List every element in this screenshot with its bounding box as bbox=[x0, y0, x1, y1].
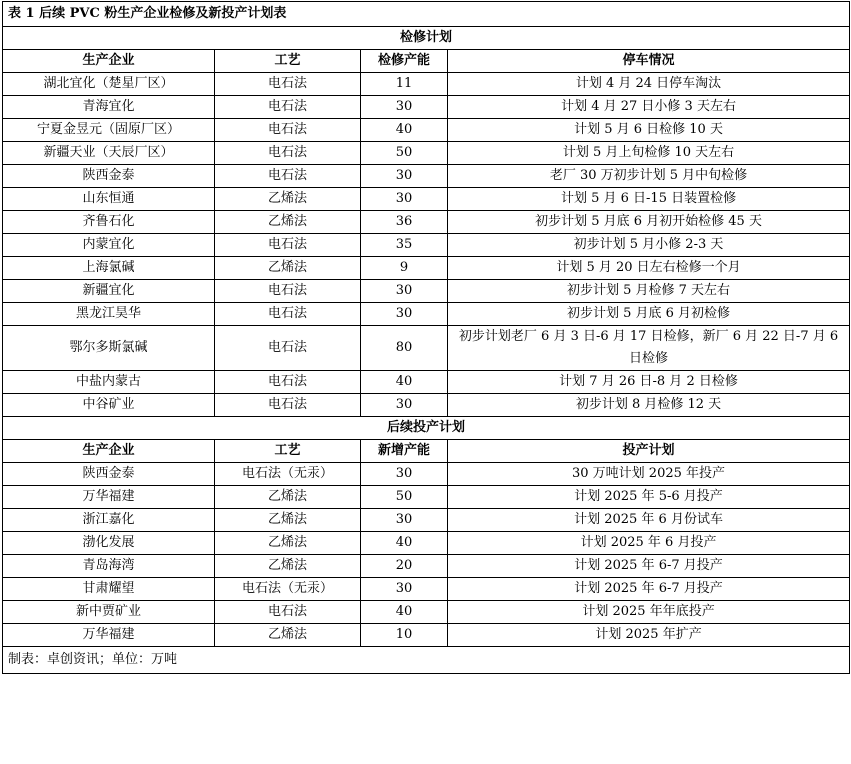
plan-cell: 初步计划 5 月底 6 月初开始检修 45 天 bbox=[448, 211, 850, 234]
company-cell: 上海氯碱 bbox=[3, 257, 215, 280]
company-cell: 浙江嘉化 bbox=[3, 509, 215, 532]
plan-cell: 初步计划 8 月检修 12 天 bbox=[448, 394, 850, 417]
column-header: 停车情况 bbox=[448, 50, 850, 73]
company-cell: 新疆宜化 bbox=[3, 280, 215, 303]
capacity-cell: 30 bbox=[361, 303, 448, 326]
company-cell: 新中贾矿业 bbox=[3, 601, 215, 624]
footer-row bbox=[3, 647, 850, 674]
new-capacity-row bbox=[3, 555, 850, 578]
new-capacity-row bbox=[3, 509, 850, 532]
capacity-cell: 40 bbox=[361, 532, 448, 555]
process-cell: 电石法 bbox=[215, 96, 361, 119]
process-cell: 电石法 bbox=[215, 303, 361, 326]
column-header: 投产计划 bbox=[448, 440, 850, 463]
plan-cell: 初步计划 5 月检修 7 天左右 bbox=[448, 280, 850, 303]
capacity-cell: 80 bbox=[361, 326, 448, 371]
capacity-cell: 10 bbox=[361, 624, 448, 647]
table-title: 表 1 后续 PVC 粉生产企业检修及新投产计划表 bbox=[3, 2, 850, 27]
column-header: 新增产能 bbox=[361, 440, 448, 463]
capacity-cell: 36 bbox=[361, 211, 448, 234]
new-capacity-row bbox=[3, 532, 850, 555]
pvc-plan-table bbox=[2, 1, 850, 674]
plan-cell: 计划 2025 年 6 月份试车 bbox=[448, 509, 850, 532]
column-header: 生产企业 bbox=[3, 440, 215, 463]
process-cell: 电石法 bbox=[215, 73, 361, 96]
maintenance-row bbox=[3, 326, 850, 371]
company-cell: 新疆天业（天辰厂区） bbox=[3, 142, 215, 165]
capacity-cell: 30 bbox=[361, 578, 448, 601]
maintenance-row bbox=[3, 257, 850, 280]
capacity-cell: 30 bbox=[361, 509, 448, 532]
process-cell: 乙烯法 bbox=[215, 211, 361, 234]
process-cell: 电石法 bbox=[215, 326, 361, 371]
process-cell: 电石法 bbox=[215, 142, 361, 165]
maintenance-row bbox=[3, 371, 850, 394]
plan-cell: 计划 2025 年 6-7 月投产 bbox=[448, 555, 850, 578]
company-cell: 陕西金泰 bbox=[3, 463, 215, 486]
column-header: 工艺 bbox=[215, 50, 361, 73]
new-capacity-row bbox=[3, 486, 850, 509]
capacity-cell: 35 bbox=[361, 234, 448, 257]
process-cell: 电石法（无汞） bbox=[215, 578, 361, 601]
plan-cell: 计划 2025 年 6 月投产 bbox=[448, 532, 850, 555]
company-cell: 中谷矿业 bbox=[3, 394, 215, 417]
capacity-cell: 20 bbox=[361, 555, 448, 578]
company-cell: 陕西金泰 bbox=[3, 165, 215, 188]
process-cell: 乙烯法 bbox=[215, 532, 361, 555]
company-cell: 青岛海湾 bbox=[3, 555, 215, 578]
company-cell: 内蒙宜化 bbox=[3, 234, 215, 257]
maintenance-section-row bbox=[3, 27, 850, 50]
capacity-cell: 40 bbox=[361, 371, 448, 394]
process-cell: 电石法 bbox=[215, 394, 361, 417]
new-capacity-row bbox=[3, 624, 850, 647]
maintenance-row bbox=[3, 96, 850, 119]
capacity-cell: 30 bbox=[361, 96, 448, 119]
new-capacity-row bbox=[3, 463, 850, 486]
company-cell: 青海宜化 bbox=[3, 96, 215, 119]
capacity-cell: 30 bbox=[361, 188, 448, 211]
plan-cell: 计划 5 月 20 日左右检修一个月 bbox=[448, 257, 850, 280]
plan-cell: 计划 2025 年扩产 bbox=[448, 624, 850, 647]
company-cell: 渤化发展 bbox=[3, 532, 215, 555]
process-cell: 乙烯法 bbox=[215, 257, 361, 280]
process-cell: 电石法 bbox=[215, 371, 361, 394]
maintenance-row bbox=[3, 165, 850, 188]
plan-cell: 计划 4 月 24 日停车淘汰 bbox=[448, 73, 850, 96]
table-footnote: 制表：卓创资讯；单位：万吨 bbox=[3, 647, 850, 674]
maintenance-row bbox=[3, 73, 850, 96]
process-cell: 乙烯法 bbox=[215, 509, 361, 532]
maintenance-section-title: 检修计划 bbox=[3, 27, 850, 50]
capacity-cell: 9 bbox=[361, 257, 448, 280]
plan-cell: 初步计划 5 月小修 2-3 天 bbox=[448, 234, 850, 257]
capacity-cell: 50 bbox=[361, 142, 448, 165]
new-capacity-section-title: 后续投产计划 bbox=[3, 417, 850, 440]
capacity-cell: 30 bbox=[361, 280, 448, 303]
capacity-cell: 40 bbox=[361, 601, 448, 624]
process-cell: 电石法 bbox=[215, 234, 361, 257]
company-cell: 万华福建 bbox=[3, 486, 215, 509]
plan-cell: 计划 2025 年 6-7 月投产 bbox=[448, 578, 850, 601]
company-cell: 万华福建 bbox=[3, 624, 215, 647]
plan-cell: 计划 7 月 26 日-8 月 2 日检修 bbox=[448, 371, 850, 394]
new-capacity-row bbox=[3, 578, 850, 601]
plan-cell: 初步计划老厂 6 月 3 日-6 月 17 日检修，新厂 6 月 22 日-7 月 6 日检修 bbox=[448, 326, 850, 371]
company-cell: 甘肃耀望 bbox=[3, 578, 215, 601]
plan-cell: 计划 5 月上旬检修 10 天左右 bbox=[448, 142, 850, 165]
table-title-row bbox=[3, 2, 850, 27]
maintenance-row bbox=[3, 119, 850, 142]
capacity-cell: 50 bbox=[361, 486, 448, 509]
process-cell: 电石法（无汞） bbox=[215, 463, 361, 486]
maintenance-row bbox=[3, 394, 850, 417]
maintenance-header-row bbox=[3, 50, 850, 73]
plan-cell: 计划 4 月 27 日小修 3 天左右 bbox=[448, 96, 850, 119]
plan-cell: 计划 5 月 6 日-15 日装置检修 bbox=[448, 188, 850, 211]
process-cell: 电石法 bbox=[215, 601, 361, 624]
plan-cell: 初步计划 5 月底 6 月初检修 bbox=[448, 303, 850, 326]
company-cell: 山东恒通 bbox=[3, 188, 215, 211]
company-cell: 鄂尔多斯氯碱 bbox=[3, 326, 215, 371]
capacity-cell: 11 bbox=[361, 73, 448, 96]
process-cell: 电石法 bbox=[215, 165, 361, 188]
maintenance-row bbox=[3, 142, 850, 165]
column-header: 生产企业 bbox=[3, 50, 215, 73]
plan-cell: 计划 5 月 6 日检修 10 天 bbox=[448, 119, 850, 142]
company-cell: 湖北宜化（楚星厂区） bbox=[3, 73, 215, 96]
company-cell: 中盐内蒙古 bbox=[3, 371, 215, 394]
company-cell: 宁夏金昱元（固原厂区） bbox=[3, 119, 215, 142]
plan-cell: 计划 2025 年年底投产 bbox=[448, 601, 850, 624]
process-cell: 电石法 bbox=[215, 119, 361, 142]
capacity-cell: 30 bbox=[361, 463, 448, 486]
capacity-cell: 30 bbox=[361, 394, 448, 417]
maintenance-row bbox=[3, 303, 850, 326]
maintenance-row bbox=[3, 234, 850, 257]
plan-cell: 30 万吨计划 2025 年投产 bbox=[448, 463, 850, 486]
new-capacity-header-row bbox=[3, 440, 850, 463]
capacity-cell: 40 bbox=[361, 119, 448, 142]
process-cell: 乙烯法 bbox=[215, 624, 361, 647]
company-cell: 齐鲁石化 bbox=[3, 211, 215, 234]
capacity-cell: 30 bbox=[361, 165, 448, 188]
new-capacity-row bbox=[3, 601, 850, 624]
process-cell: 乙烯法 bbox=[215, 486, 361, 509]
process-cell: 乙烯法 bbox=[215, 555, 361, 578]
plan-cell: 计划 2025 年 5-6 月投产 bbox=[448, 486, 850, 509]
process-cell: 电石法 bbox=[215, 280, 361, 303]
maintenance-row bbox=[3, 280, 850, 303]
plan-cell: 老厂 30 万初步计划 5 月中旬检修 bbox=[448, 165, 850, 188]
process-cell: 乙烯法 bbox=[215, 188, 361, 211]
maintenance-row bbox=[3, 188, 850, 211]
column-header: 检修产能 bbox=[361, 50, 448, 73]
new-capacity-section-row bbox=[3, 417, 850, 440]
column-header: 工艺 bbox=[215, 440, 361, 463]
company-cell: 黑龙江昊华 bbox=[3, 303, 215, 326]
maintenance-row bbox=[3, 211, 850, 234]
